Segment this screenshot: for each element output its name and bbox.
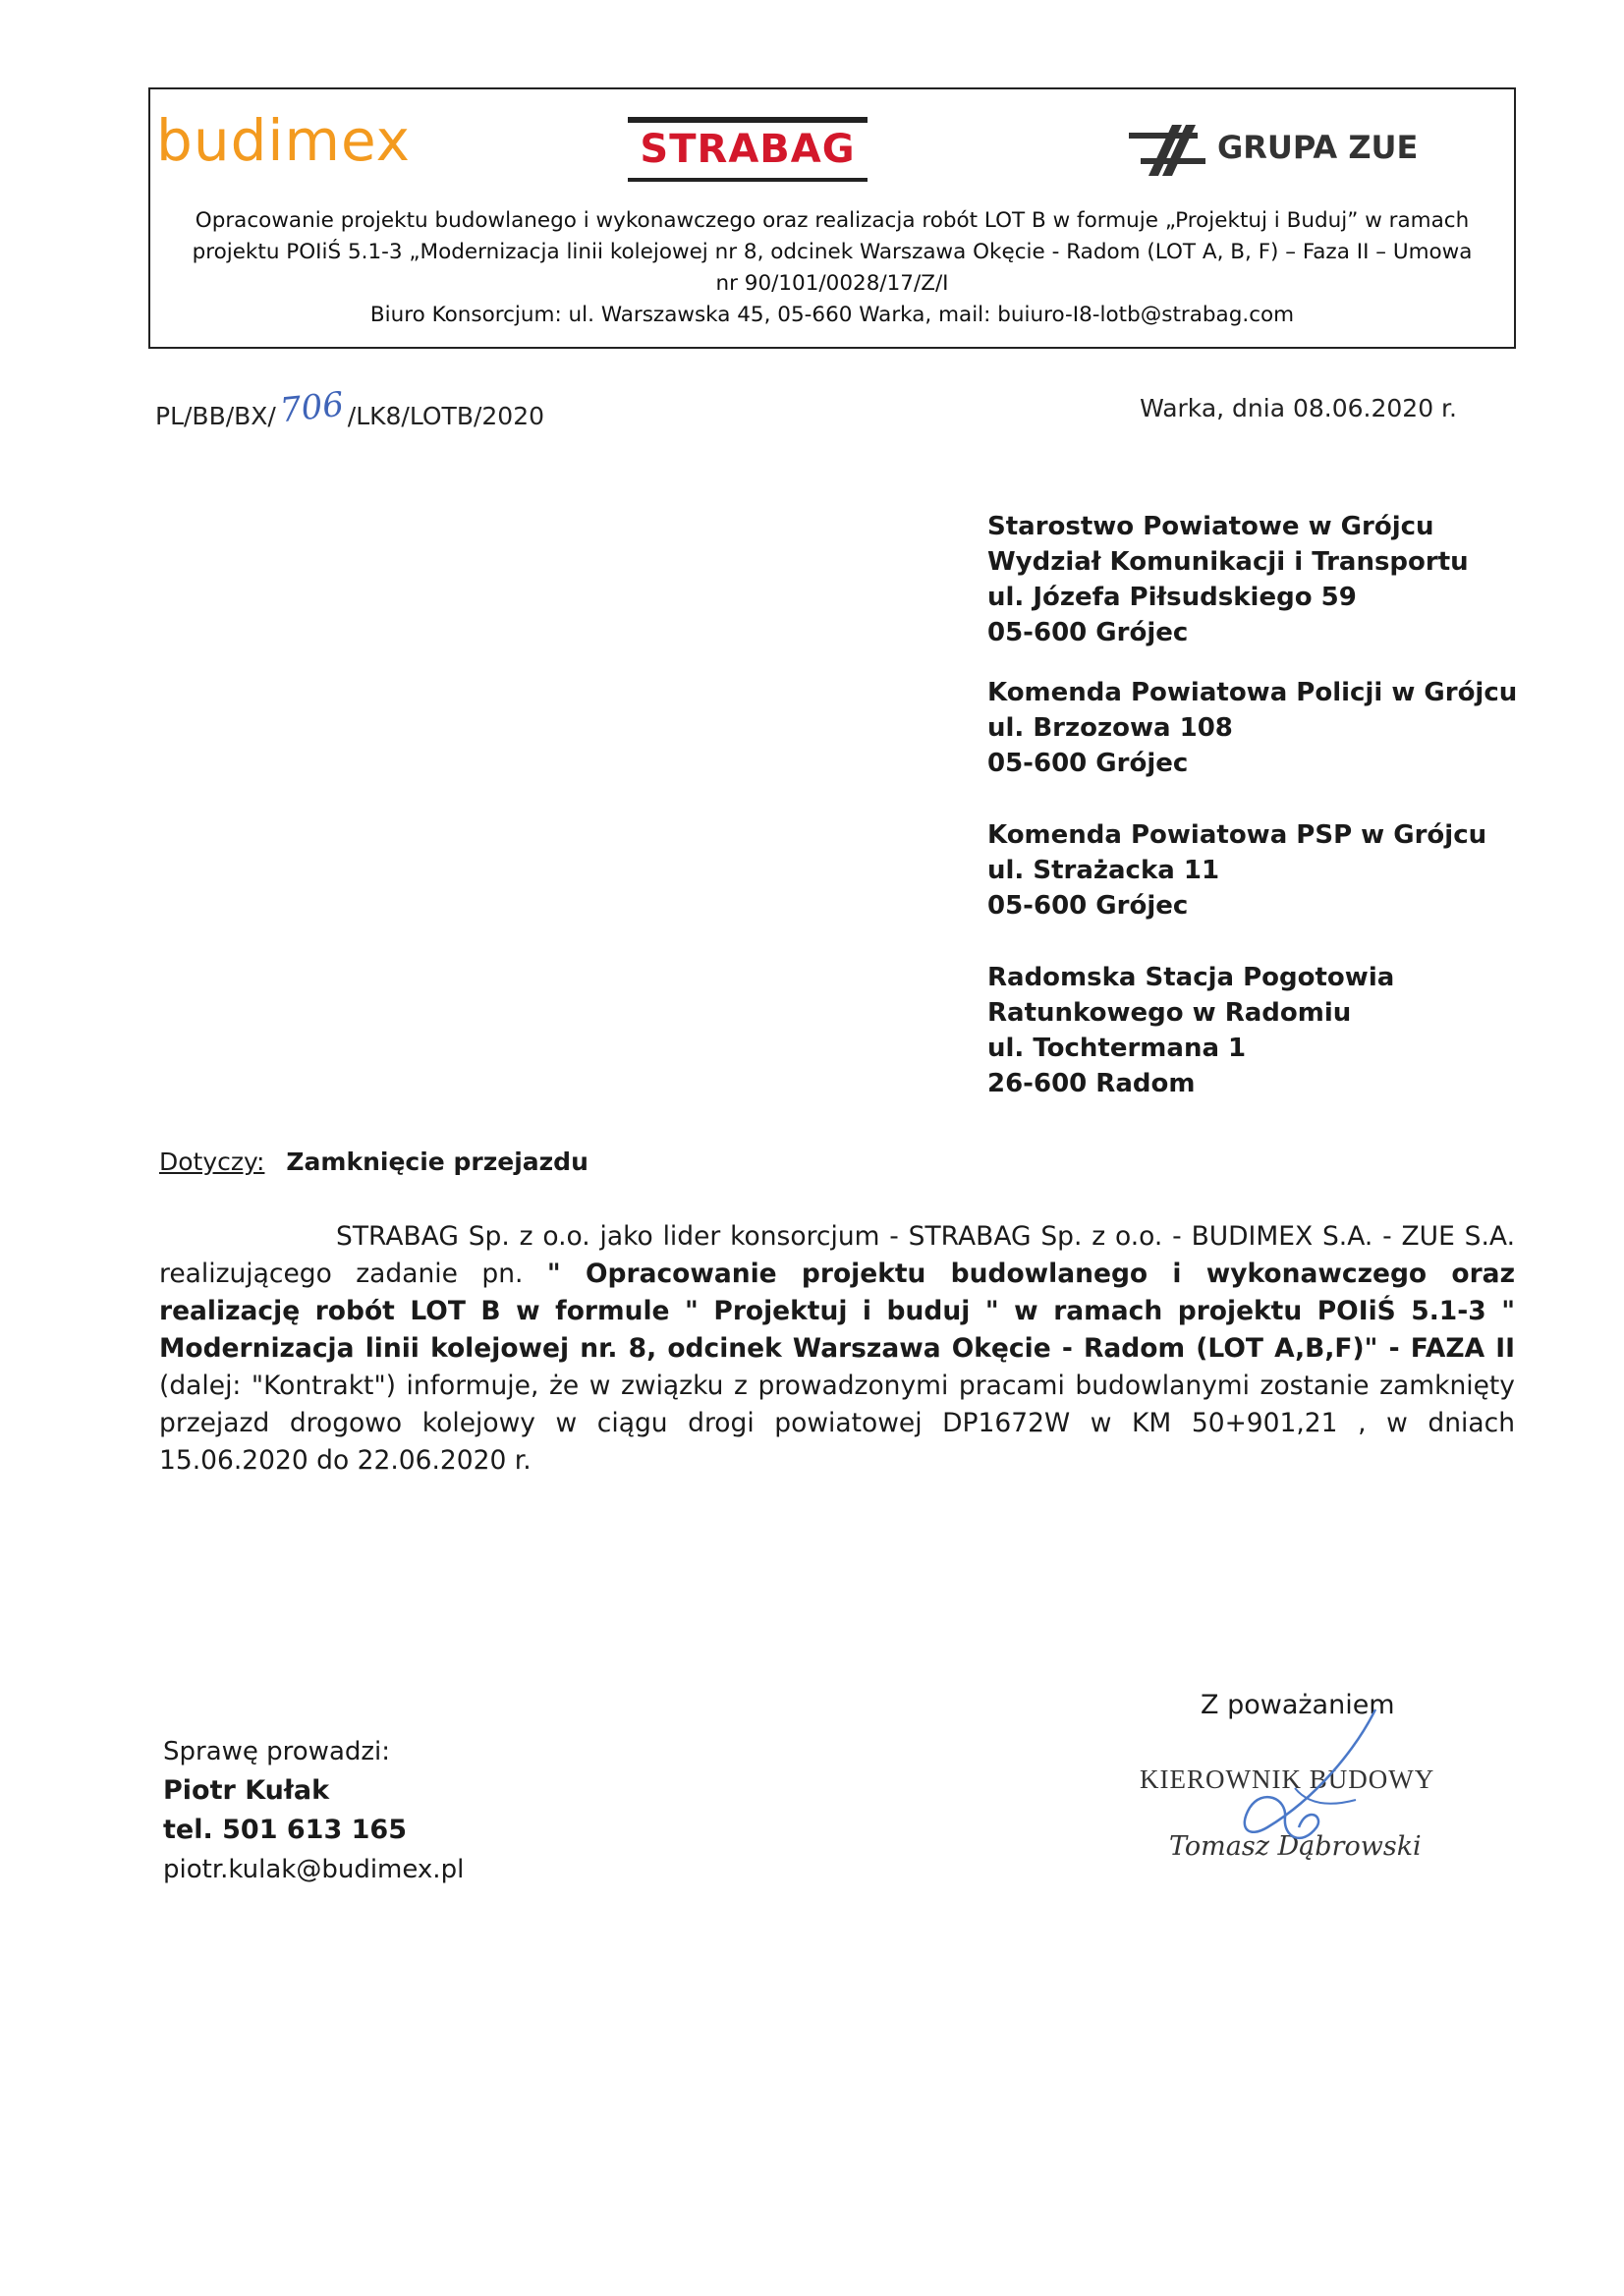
addressee-line: Ratunkowego w Radomiu — [987, 998, 1352, 1028]
addressee-line: ul. Tochtermana 1 — [987, 1034, 1247, 1063]
reference-handwritten-number: 706 — [277, 384, 346, 431]
reference-prefix: PL/BB/BX/ — [155, 402, 276, 430]
subject-label: Dotyczy: — [159, 1148, 265, 1176]
zue-slash-icon — [1123, 119, 1211, 178]
addressee-line: Radomska Stacja Pogotowia — [987, 963, 1395, 992]
letterhead-line: nr 90/101/0028/17/Z/I — [715, 271, 949, 296]
addressee-line: 05-600 Grójec — [987, 891, 1189, 921]
letterhead-line: Biuro Konsorcjum: ul. Warszawska 45, 05-660 Warka, mail: buiuro-I8-lotb@strabag.com — [369, 303, 1295, 327]
letterhead-line: Opracowanie projektu budowlanego i wykonawczego oraz realizacja robót LOT B w formuje „Projektuj i Buduj” w ramach — [195, 208, 1470, 233]
strabag-logo-text: STRABAG — [640, 127, 856, 172]
reference-number — [155, 384, 545, 433]
addressee-line: 05-600 Grójec — [987, 618, 1189, 647]
strabag-logo-underline — [628, 178, 868, 182]
contact-block — [163, 1732, 464, 1889]
date-line: Warka, dnia 08.06.2020 r. — [1140, 394, 1457, 422]
zue-logo-text: GRUPA ZUE — [1217, 129, 1419, 166]
contact-phone: tel. 501 613 165 — [163, 1815, 408, 1845]
handwritten-signature — [1208, 1690, 1405, 1857]
addressee-line: Komenda Powiatowa Policji w Grójcu — [987, 678, 1518, 707]
addressee-block — [987, 960, 1394, 1101]
stamp-title: KIEROWNIK BUDOWY — [1140, 1764, 1435, 1794]
subject-line — [159, 1148, 588, 1176]
letterhead — [148, 87, 1516, 349]
subject-value: Zamknięcie przejazdu — [286, 1148, 588, 1176]
letterhead-description — [150, 205, 1514, 331]
contact-name: Piotr Kułak — [163, 1775, 330, 1806]
addressee-line: 26-600 Radom — [987, 1069, 1196, 1098]
contact-label: Sprawę prowadzi: — [163, 1737, 391, 1766]
logo-row — [150, 89, 1514, 199]
addressee-line: ul. Strażacka 11 — [987, 856, 1220, 885]
addressee-line: Wydział Komunikacji i Transportu — [987, 547, 1469, 577]
budimex-logo: budimex — [156, 107, 411, 174]
strabag-logo — [628, 117, 868, 182]
body-text-part2: (dalej: "Kontrakt") informuje, że w związku z prowadzonymi pracami budowlanymi zostanie zamknięty przejazd drogowo kolejowy w ciągu drogi powiatowej DP1672W w KM 50+901,21 , w dniach 15.06.2020 do 22.06.2020 r. — [159, 1371, 1515, 1476]
strabag-logo-bar — [628, 117, 868, 123]
addressee-block — [987, 817, 1486, 924]
stamp-name: Tomasz Dąbrowski — [1169, 1831, 1422, 1862]
addressee-line: ul. Józefa Piłsudskiego 59 — [987, 583, 1357, 612]
addressee-block — [987, 675, 1517, 781]
closing-greeting: Z poważaniem — [1201, 1690, 1395, 1720]
addressee-line: Starostwo Powiatowe w Grójcu — [987, 512, 1434, 541]
addressee-line: ul. Brzozowa 108 — [987, 713, 1233, 743]
contact-email: piotr.kulak@budimex.pl — [163, 1855, 465, 1884]
body-text-part1: STRABAG Sp. z o.o. jako lider konsorcjum - STRABAG Sp. z o.o. - BUDIMEX S.A. - ZUE S.A. realizującego zadanie pn. — [159, 1221, 1515, 1289]
reference-suffix: /LK8/LOTB/2020 — [347, 402, 545, 430]
addressee-block — [987, 509, 1469, 650]
body-text-bold: " Opracowanie projektu budowlanego i wykonawczego oraz realizację robót LOT B w formule " Projektuj i buduj " w ramach projektu POIiŚ 5.1-3 " Modernizacja linii kolejowej nr. 8, odcinek Warszawa Okęcie - Radom (LOT A,B,F)" - FAZA II — [159, 1259, 1515, 1364]
addressee-line: Komenda Powiatowa PSP w Grójcu — [987, 820, 1487, 850]
letterhead-line: projektu POIiŚ 5.1-3 „Modernizacja linii kolejowej nr 8, odcinek Warszawa Okęcie - Radom (LOT A, B, F) – Faza II – Umowa — [192, 240, 1473, 264]
letter-body — [159, 1218, 1515, 1480]
addressee-line: 05-600 Grójec — [987, 749, 1189, 778]
